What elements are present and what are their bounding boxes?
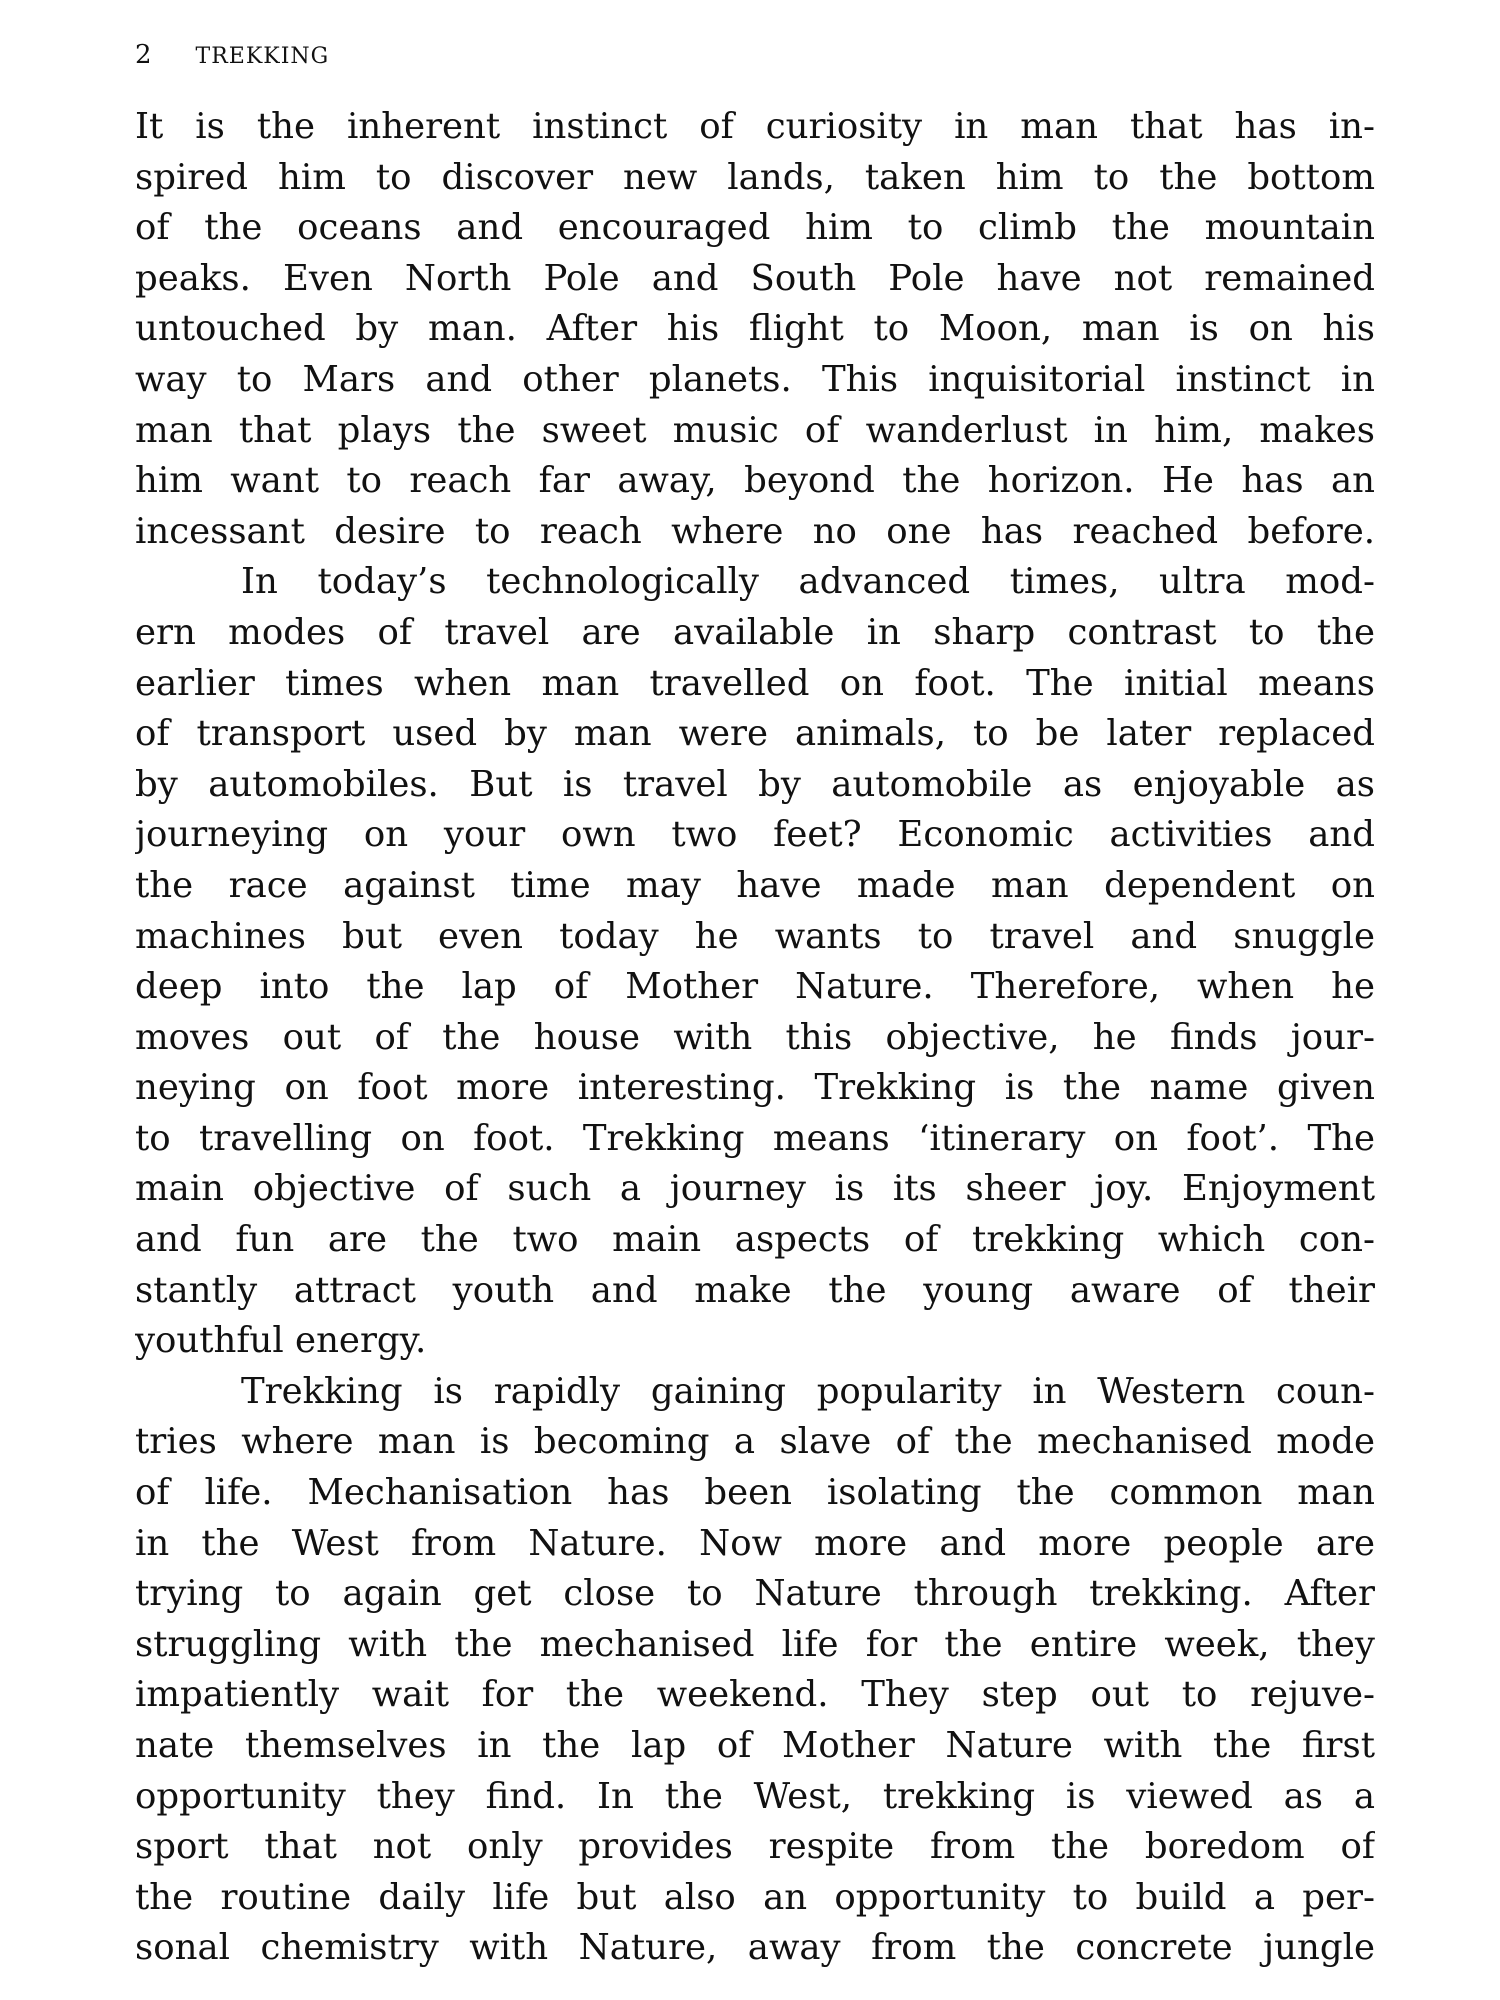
text-line: stantly attract youth and make the young aware of their	[135, 1269, 1375, 1311]
text-line: untouched by man. After his flight to Moon, man is on his	[135, 308, 1375, 350]
text-line: sonal chemistry with Nature, away from the concrete jungle	[135, 1927, 1375, 1969]
text-line: machines but even today he wants to travel and snuggle	[135, 915, 1375, 957]
text-line: Trekking is rapidly gaining popularity in Western coun-	[241, 1370, 1375, 1412]
text-line: incessant desire to reach where no one has reached before.	[135, 510, 1375, 552]
paragraph	[135, 1367, 1375, 1974]
text-line: It is the inherent instinct of curiosity in man that has in-	[135, 106, 1375, 147]
text-line: earlier times when man travelled on foot. The initial means	[135, 662, 1375, 704]
page-number: 2	[135, 40, 152, 70]
text-line: by automobiles. But is travel by automobile as enjoyable as	[135, 763, 1375, 805]
text-line: him want to reach far away, beyond the horizon. He has an	[135, 460, 1375, 502]
text-line: of transport used by man were animals, to be later replaced	[135, 713, 1375, 755]
text-line: way to Mars and other planets. This inquisitorial instinct in	[135, 358, 1375, 400]
text-line: struggling with the mechanised life for the entire week, they	[135, 1623, 1375, 1665]
text-line: neying on foot more interesting. Trekking is the name given	[135, 1067, 1375, 1109]
text-line: trying to again get close to Nature through trekking. After	[135, 1573, 1375, 1615]
text-line: to travelling on foot. Trekking means ‘itinerary on foot’. The	[135, 1117, 1375, 1159]
text-line: nate themselves in the lap of Mother Nature with the first	[135, 1725, 1375, 1766]
text-line: man that plays the sweet music of wanderlust in him, makes	[135, 409, 1375, 451]
text-line: and fun are the two main aspects of trekking which con-	[135, 1219, 1375, 1261]
text-line: of life. Mechanisation has been isolating the common man	[135, 1472, 1375, 1514]
text-line: In today’s technologically advanced times, ultra mod-	[241, 561, 1375, 603]
text-line: peaks. Even North Pole and South Pole have not remained	[135, 257, 1375, 299]
text-line: sport that not only provides respite from the boredom of	[135, 1826, 1375, 1868]
text-line: of the oceans and encouraged him to climb the mountain	[135, 207, 1375, 249]
text-line: deep into the lap of Mother Nature. Therefore, when he	[135, 966, 1375, 1008]
running-head-title: TREKKING	[195, 44, 330, 69]
text-line: journeying on your own two feet? Economic activities and	[135, 814, 1375, 856]
running-head	[135, 40, 329, 80]
text-line: moves out of the house with this objective, he finds jour-	[135, 1016, 1375, 1058]
text-line: in the West from Nature. Now more and more people are	[135, 1522, 1375, 1564]
body-text	[135, 102, 1375, 1974]
text-line: the routine daily life but also an opportunity to build a per-	[135, 1876, 1375, 1918]
text-line: impatiently wait for the weekend. They step out to rejuve-	[135, 1674, 1375, 1716]
paragraph	[135, 557, 1375, 1367]
text-line: spired him to discover new lands, taken him to the bottom	[135, 156, 1375, 198]
text-line: ern modes of travel are available in sharp contrast to the	[135, 611, 1375, 653]
text-line: the race against time may have made man dependent on	[135, 864, 1375, 906]
text-line: tries where man is becoming a slave of the mechanised mode	[135, 1421, 1375, 1463]
text-line: opportunity they find. In the West, trekking is viewed as a	[135, 1775, 1375, 1817]
text-line: main objective of such a journey is its sheer joy. Enjoyment	[135, 1168, 1375, 1210]
paragraph	[135, 102, 1375, 557]
text-line: youthful energy.	[135, 1320, 427, 1362]
